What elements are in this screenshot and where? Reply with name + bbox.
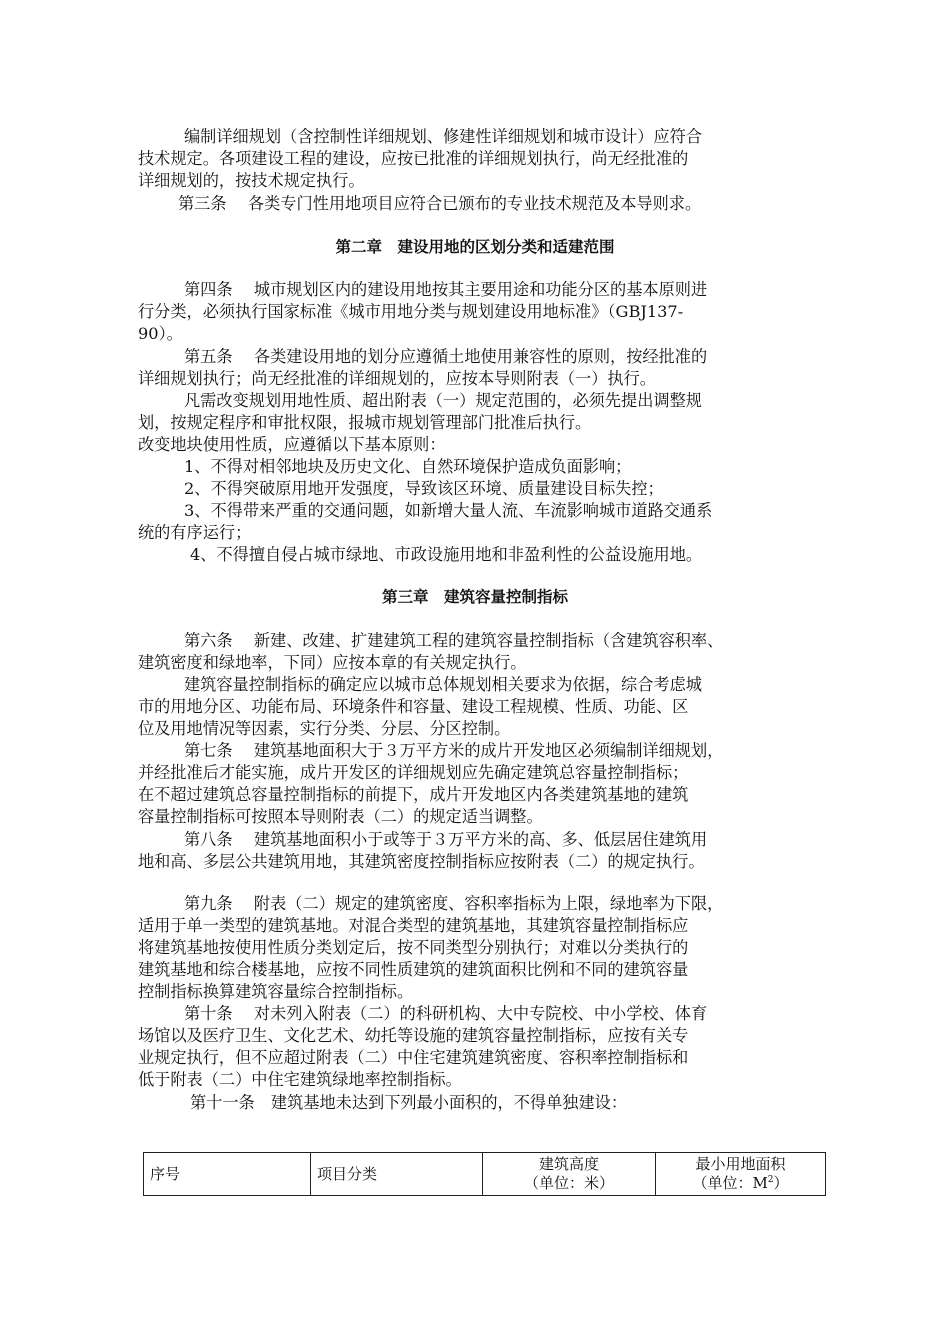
header-category: 项目分类	[311, 1153, 483, 1196]
header-min-area	[656, 1153, 826, 1196]
table-header-row	[144, 1153, 826, 1196]
text-line: 建筑密度和绿地率，下同）应按本章的有关规定执行。	[138, 653, 527, 672]
text-line: 行分类，必须执行国家标准《城市用地分类与规划建设用地标准》（GBJ137-	[138, 302, 684, 321]
text-line: 统的有序运行；	[138, 523, 252, 542]
principle-2: 2、不得突破原用地开发强度，导致该区环境、质量建设目标失控；	[184, 479, 664, 498]
text-line: 控制指标换算建筑容量综合控制指标。	[138, 982, 414, 1001]
text-line: 场馆以及医疗卫生、文化艺术、幼托等设施的建筑容量控制指标，应按有关专	[138, 1026, 689, 1045]
article-9: 第九条 附表（二）规定的建筑密度、容积率指标为上限，绿地率为下限，	[184, 894, 724, 913]
text-line: 地和高、多层公共建筑用地，其建筑密度控制指标应按附表（二）的规定执行。	[138, 852, 705, 871]
article-8: 第八条 建筑基地面积小于或等于３万平方米的高、多、低层居住建筑用	[184, 830, 708, 849]
principle-1: 1、不得对相邻地块及历史文化、自然环境保护造成负面影响；	[184, 457, 632, 476]
text-line: 容量控制指标可按照本导则附表（二）的规定适当调整。	[138, 807, 543, 826]
article-7: 第七条 建筑基地面积大于３万平方米的成片开发地区必须编制详细规划，	[184, 741, 724, 760]
article-5: 第五条 各类建设用地的划分应遵循土地使用兼容性的原则，按经批准的	[184, 347, 708, 366]
unit-text: （单位：M	[692, 1174, 768, 1192]
header-index: 序号	[144, 1153, 311, 1196]
article-10: 第十条 对未列入附表（二）的科研机构、大中专院校、中小学校、体育	[184, 1004, 708, 1023]
header-height-title: 建筑高度	[538, 1155, 599, 1173]
principle-4: 4、不得擅自侵占城市绿地、市政设施用地和非盈利性的公益设施用地。	[190, 545, 703, 564]
principle-3: 3、不得带来严重的交通问题，如新增大量人流、车流影响城市道路交通系	[184, 501, 713, 520]
text-line: 市的用地分区、功能布局、环境条件和容量、建设工程规模、性质、功能、区	[138, 697, 689, 716]
text-line: 建筑容量控制指标的确定应以城市总体规划相关要求为依据，综合考虑城	[184, 675, 702, 694]
text-line: 改变地块使用性质，应遵循以下基本原则：	[138, 435, 446, 454]
text-line: 建筑基地和综合楼基地，应按不同性质建筑的建筑面积比例和不同的建筑容量	[138, 960, 689, 979]
text-line: 凡需改变规划用地性质、超出附表（一）规定范围的，必须先提出调整规	[184, 391, 702, 410]
header-min-area-unit	[662, 1174, 819, 1193]
text-line: 适用于单一类型的建筑基地。对混合类型的建筑基地，其建筑容量控制指标应	[138, 916, 689, 935]
text-line: 90）。	[138, 324, 183, 343]
article-3: 第三条 各类专门性用地项目应符合已颁布的专业技术规范及本导则求。	[178, 194, 702, 213]
header-height-unit: （单位：米）	[523, 1174, 614, 1192]
text-line: 将建筑基地按使用性质分类划定后，按不同类型分别执行；对难以分类执行的	[138, 938, 689, 957]
article-4: 第四条 城市规划区内的建设用地按其主要用途和功能分区的基本原则进	[184, 280, 708, 299]
minimum-area-table	[143, 1152, 826, 1196]
unit-superscript: 2	[767, 1175, 774, 1185]
text-line: 并经批准后才能实施，成片开发区的详细规划应先确定建筑总容量控制指标；	[138, 763, 689, 782]
header-min-area-title: 最小用地面积	[695, 1155, 786, 1173]
text-line: 在不超过建筑总容量控制指标的前提下，成片开发地区内各类建筑基地的建筑	[138, 785, 689, 804]
text-line: 划，按规定程序和审批权限，报城市规划管理部门批准后执行。	[138, 413, 592, 432]
text-line: 低于附表（二）中住宅建筑绿地率控制指标。	[138, 1070, 462, 1089]
unit-close: ）	[773, 1174, 789, 1192]
text-line: 详细规划的，按技术规定执行。	[138, 171, 365, 190]
article-11: 第十一条 建筑基地未达到下列最小面积的，不得单独建设：	[190, 1093, 628, 1112]
text-line: 技术规定。各项建设工程的建设，应按已批准的详细规划执行，尚无经批准的	[138, 149, 689, 168]
text-line: 位及用地情况等因素，实行分类、分层、分区控制。	[138, 719, 511, 738]
text-line: 详细规划执行；尚无经批准的详细规划的，应按本导则附表（一）执行。	[138, 369, 656, 388]
chapter-3-heading: 第三章 建筑容量控制指标	[381, 588, 568, 606]
chapter-2-heading: 第二章 建设用地的区划分类和适建范围	[335, 238, 615, 256]
article-6: 第六条 新建、改建、扩建建筑工程的建筑容量控制指标（含建筑容积率、	[184, 631, 724, 650]
text-line: 业规定执行，但不应超过附表（二）中住宅建筑建筑密度、容积率控制指标和	[138, 1048, 689, 1067]
header-height	[483, 1153, 656, 1196]
text-line: 编制详细规划（含控制性详细规划、修建性详细规划和城市设计）应符合	[184, 127, 702, 146]
